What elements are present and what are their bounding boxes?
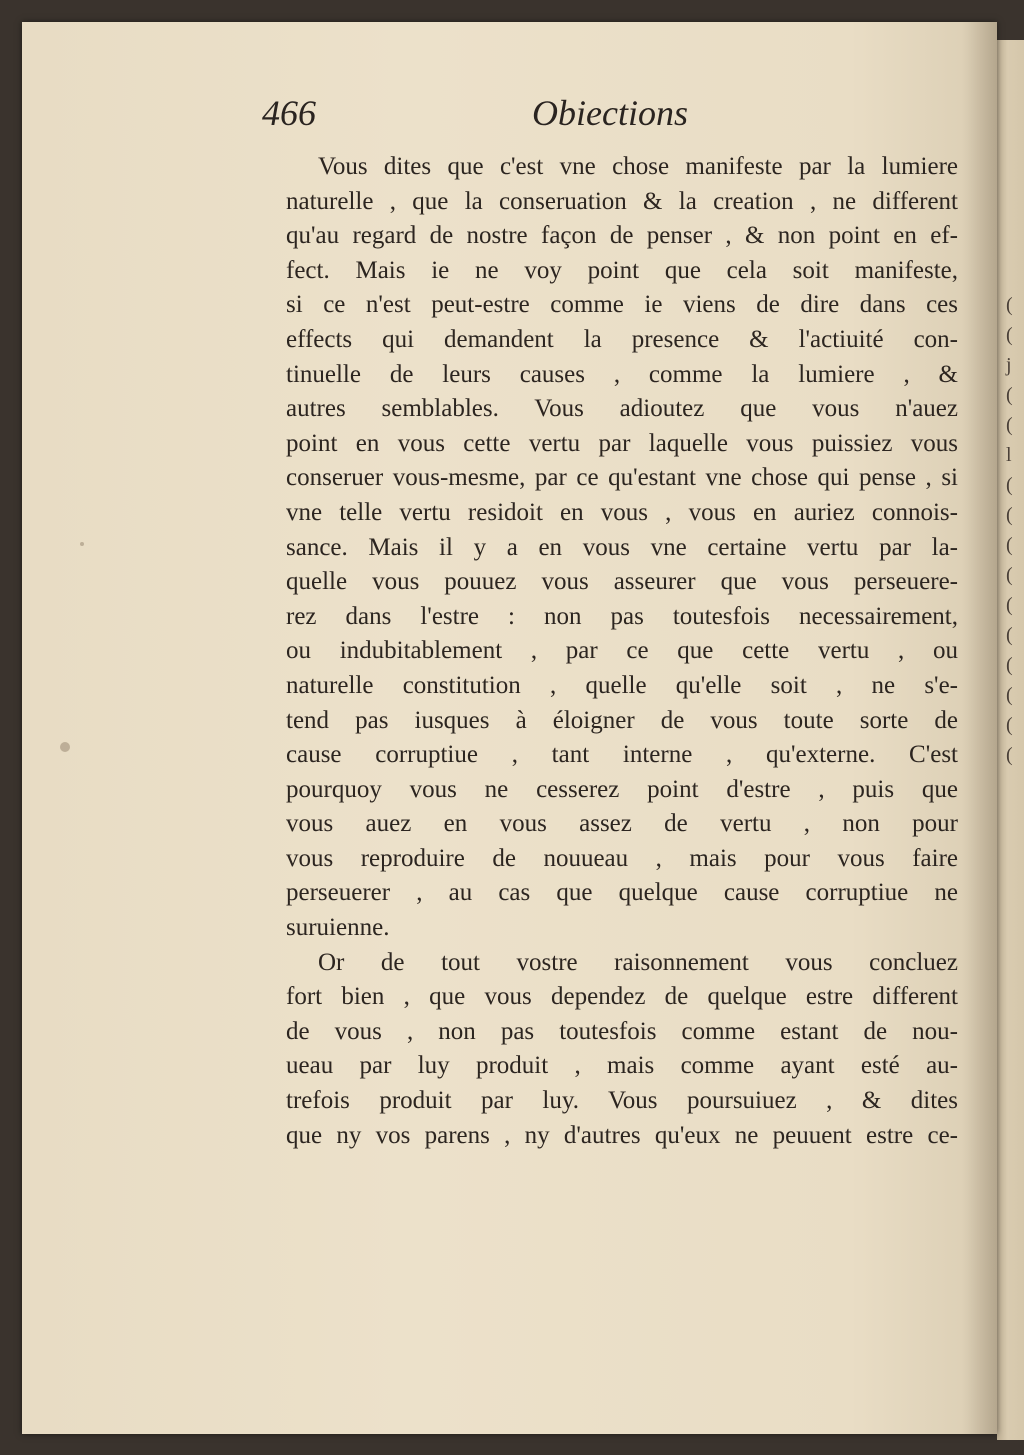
text-line: que ny vos parens , ny d'autres qu'eux ne peuuent estre ce- [286, 1121, 958, 1149]
text-line: quelle vous pouuez vous asseurer que vous perseuere- [286, 568, 958, 596]
text-line: de vous , non pas toutesfois comme estant de nou- [286, 1017, 958, 1045]
body-text [286, 150, 958, 1153]
facing-page-glyphs [1006, 290, 1022, 770]
facing-page-glyph: j [1006, 354, 1012, 376]
text-line: point en vous cette vertu par laquelle vous puissiez vous [286, 429, 958, 457]
text-line: vous reproduire de nouueau , mais pour vous faire [286, 844, 958, 872]
running-head: Obiections [532, 93, 688, 133]
text-line: naturelle constitution , quelle qu'elle soit , ne s'e- [286, 671, 958, 699]
facing-page-glyph: ( [1006, 294, 1013, 316]
facing-page-glyph: ( [1006, 474, 1013, 496]
facing-page-glyph: ( [1006, 654, 1013, 676]
facing-page-glyph: ( [1006, 684, 1013, 706]
text-line: effects qui demandent la presence & l'actiuité con- [286, 325, 958, 353]
page-number: 466 [262, 93, 316, 133]
text-line: rez dans l'estre : non pas toutesfois necessairement, [286, 602, 958, 630]
text-line: Vous dites que c'est vne chose manifeste par la lumiere [318, 153, 958, 180]
facing-page-glyph: ( [1006, 324, 1013, 346]
facing-page-glyph: ( [1006, 714, 1013, 736]
facing-page-glyph: ( [1006, 504, 1013, 526]
text-line: autres semblables. Vous adioutez que vous n'auez [286, 395, 958, 423]
gutter-shadow [962, 22, 997, 1434]
ink-spot [60, 742, 70, 752]
text-line: tinuelle de leurs causes , comme la lumiere , & [286, 360, 958, 388]
facing-page-glyph: ( [1006, 534, 1013, 556]
text-line: trefois produit par luy. Vous poursuiuez , & dites [286, 1087, 958, 1115]
text-line: cause corruptiue , tant interne , qu'externe. C'est [286, 741, 958, 769]
text-line: pourquoy vous ne cesserez point d'estre , puis que [286, 775, 958, 803]
text-line: naturelle , que la conseruation & la creation , ne different [286, 187, 958, 215]
text-line: Or de tout vostre raisonnement vous concluez [318, 948, 958, 976]
text-line: perseuerer , au cas que quelque cause corruptiue ne [286, 879, 958, 907]
text-line: vous auez en vous assez de vertu , non pour [286, 810, 958, 838]
text-line: tend pas iusques à éloigner de vous toute sorte de [286, 706, 958, 734]
text-line: fect. Mais ie ne voy point que cela soit manifeste, [286, 256, 958, 284]
facing-page-glyph: ( [1006, 594, 1013, 616]
text-line: fort bien , que vous dependez de quelque estre different [286, 983, 958, 1011]
facing-page-glyph: ( [1006, 624, 1013, 646]
text-line: sance. Mais il y a en vous vne certaine vertu par la- [286, 533, 958, 561]
text-line: qu'au regard de nostre façon de penser , & non point en ef- [286, 222, 958, 250]
facing-page-glyph: ( [1006, 744, 1013, 766]
text-line: vne telle vertu residoit en vous , vous en auriez connois- [286, 498, 958, 526]
facing-page-glyph: ( [1006, 414, 1013, 436]
ink-spot [80, 542, 84, 546]
facing-page-glyph: ( [1006, 384, 1013, 406]
text-line: conseruer vous-mesme, par ce qu'estant vne chose qui pense , si [286, 464, 958, 492]
facing-page-glyph: l [1006, 444, 1012, 466]
text-line: ou indubitablement , par ce que cette vertu , ou [286, 637, 958, 665]
page-header [262, 92, 762, 142]
facing-page-glyph: ( [1006, 564, 1013, 586]
text-line: si ce n'est peut-estre comme ie viens de dire dans ces [286, 291, 958, 319]
text-line: suruienne. [286, 914, 390, 942]
text-line: ueau par luy produit , mais comme ayant esté au- [286, 1052, 958, 1080]
